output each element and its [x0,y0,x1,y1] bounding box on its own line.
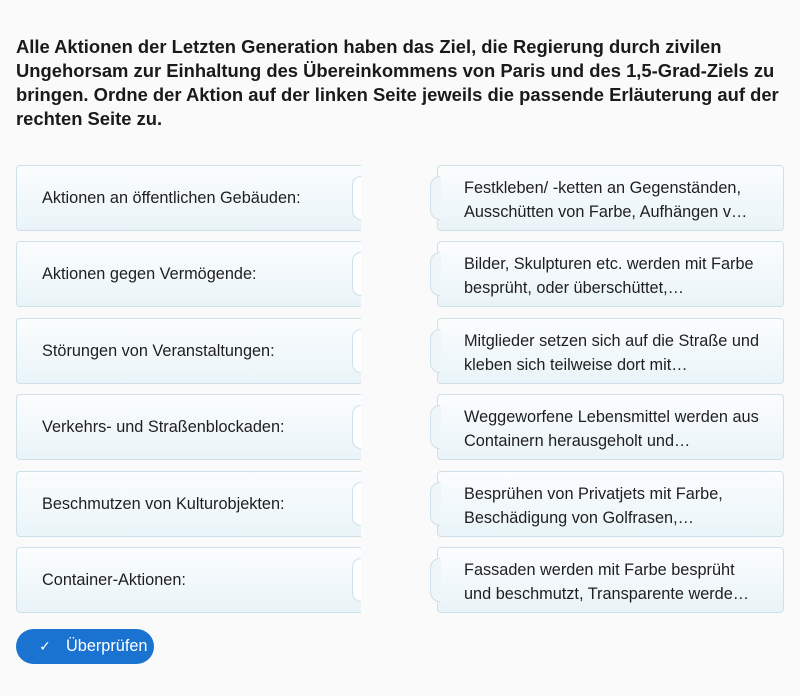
left-item-label: Störungen von Veranstaltungen: [42,342,275,360]
check-button-label: Überprüfen [66,637,148,655]
drop-slot[interactable] [352,558,361,602]
draggable-answer[interactable] [437,547,784,613]
draggable-answer[interactable] [437,165,784,231]
draggable-answer[interactable] [437,394,784,460]
left-item-label: Aktionen an öffentlichen Gebäuden: [42,189,301,207]
drop-slot[interactable] [352,482,361,526]
answer-text: Festkleben/ -ketten an Gegenständen, Ausschütten von Farbe, Aufhängen v… [464,179,748,221]
left-item[interactable] [16,241,361,307]
answer-text: Fassaden werden mit Farbe besprüht und beschmutzt, Transparente werde… [464,561,750,603]
answer-text: Mitglieder setzen sich auf die Straße und kleben sich teilweise dort mit… [464,332,760,374]
drop-slot[interactable] [352,252,361,296]
draggable-answer[interactable] [437,318,784,384]
task-instructions: Alle Aktionen der Letzten Generation haben das Ziel, die Regierung durch zivilen Ungehorsam zur Einhaltung des Übereinkommens von Paris und des 1,5-Grad-Ziels zu bringen. Ordne der Aktion auf der linken Seite jeweils die passende Erläuterung auf der rechten Seite zu. [16,36,779,129]
draggable-answer[interactable] [437,471,784,537]
left-item[interactable] [16,318,361,384]
left-item-label: Aktionen gegen Vermögende: [42,265,257,283]
answer-text: Bilder, Skulpturen etc. werden mit Farbe besprüht, oder überschüttet,… [464,255,754,297]
check-icon: ✓ [39,638,51,654]
drop-slot[interactable] [352,405,361,449]
answer-text: Weggeworfene Lebensmittel werden aus Containern herausgeholt und… [464,408,759,450]
left-item[interactable] [16,394,361,460]
draggable-answer[interactable] [437,241,784,307]
check-button[interactable] [16,629,154,664]
left-item[interactable] [16,165,361,231]
drop-slot[interactable] [352,176,361,220]
answer-text: Besprühen von Privatjets mit Farbe, Beschädigung von Golfrasen,… [464,485,723,527]
drop-slot[interactable] [352,329,361,373]
left-item-label: Beschmutzen von Kulturobjekten: [42,495,285,513]
left-item[interactable] [16,547,361,613]
left-item-label: Container-Aktionen: [42,571,186,589]
left-item[interactable] [16,471,361,537]
left-item-label: Verkehrs- und Straßenblockaden: [42,418,285,436]
